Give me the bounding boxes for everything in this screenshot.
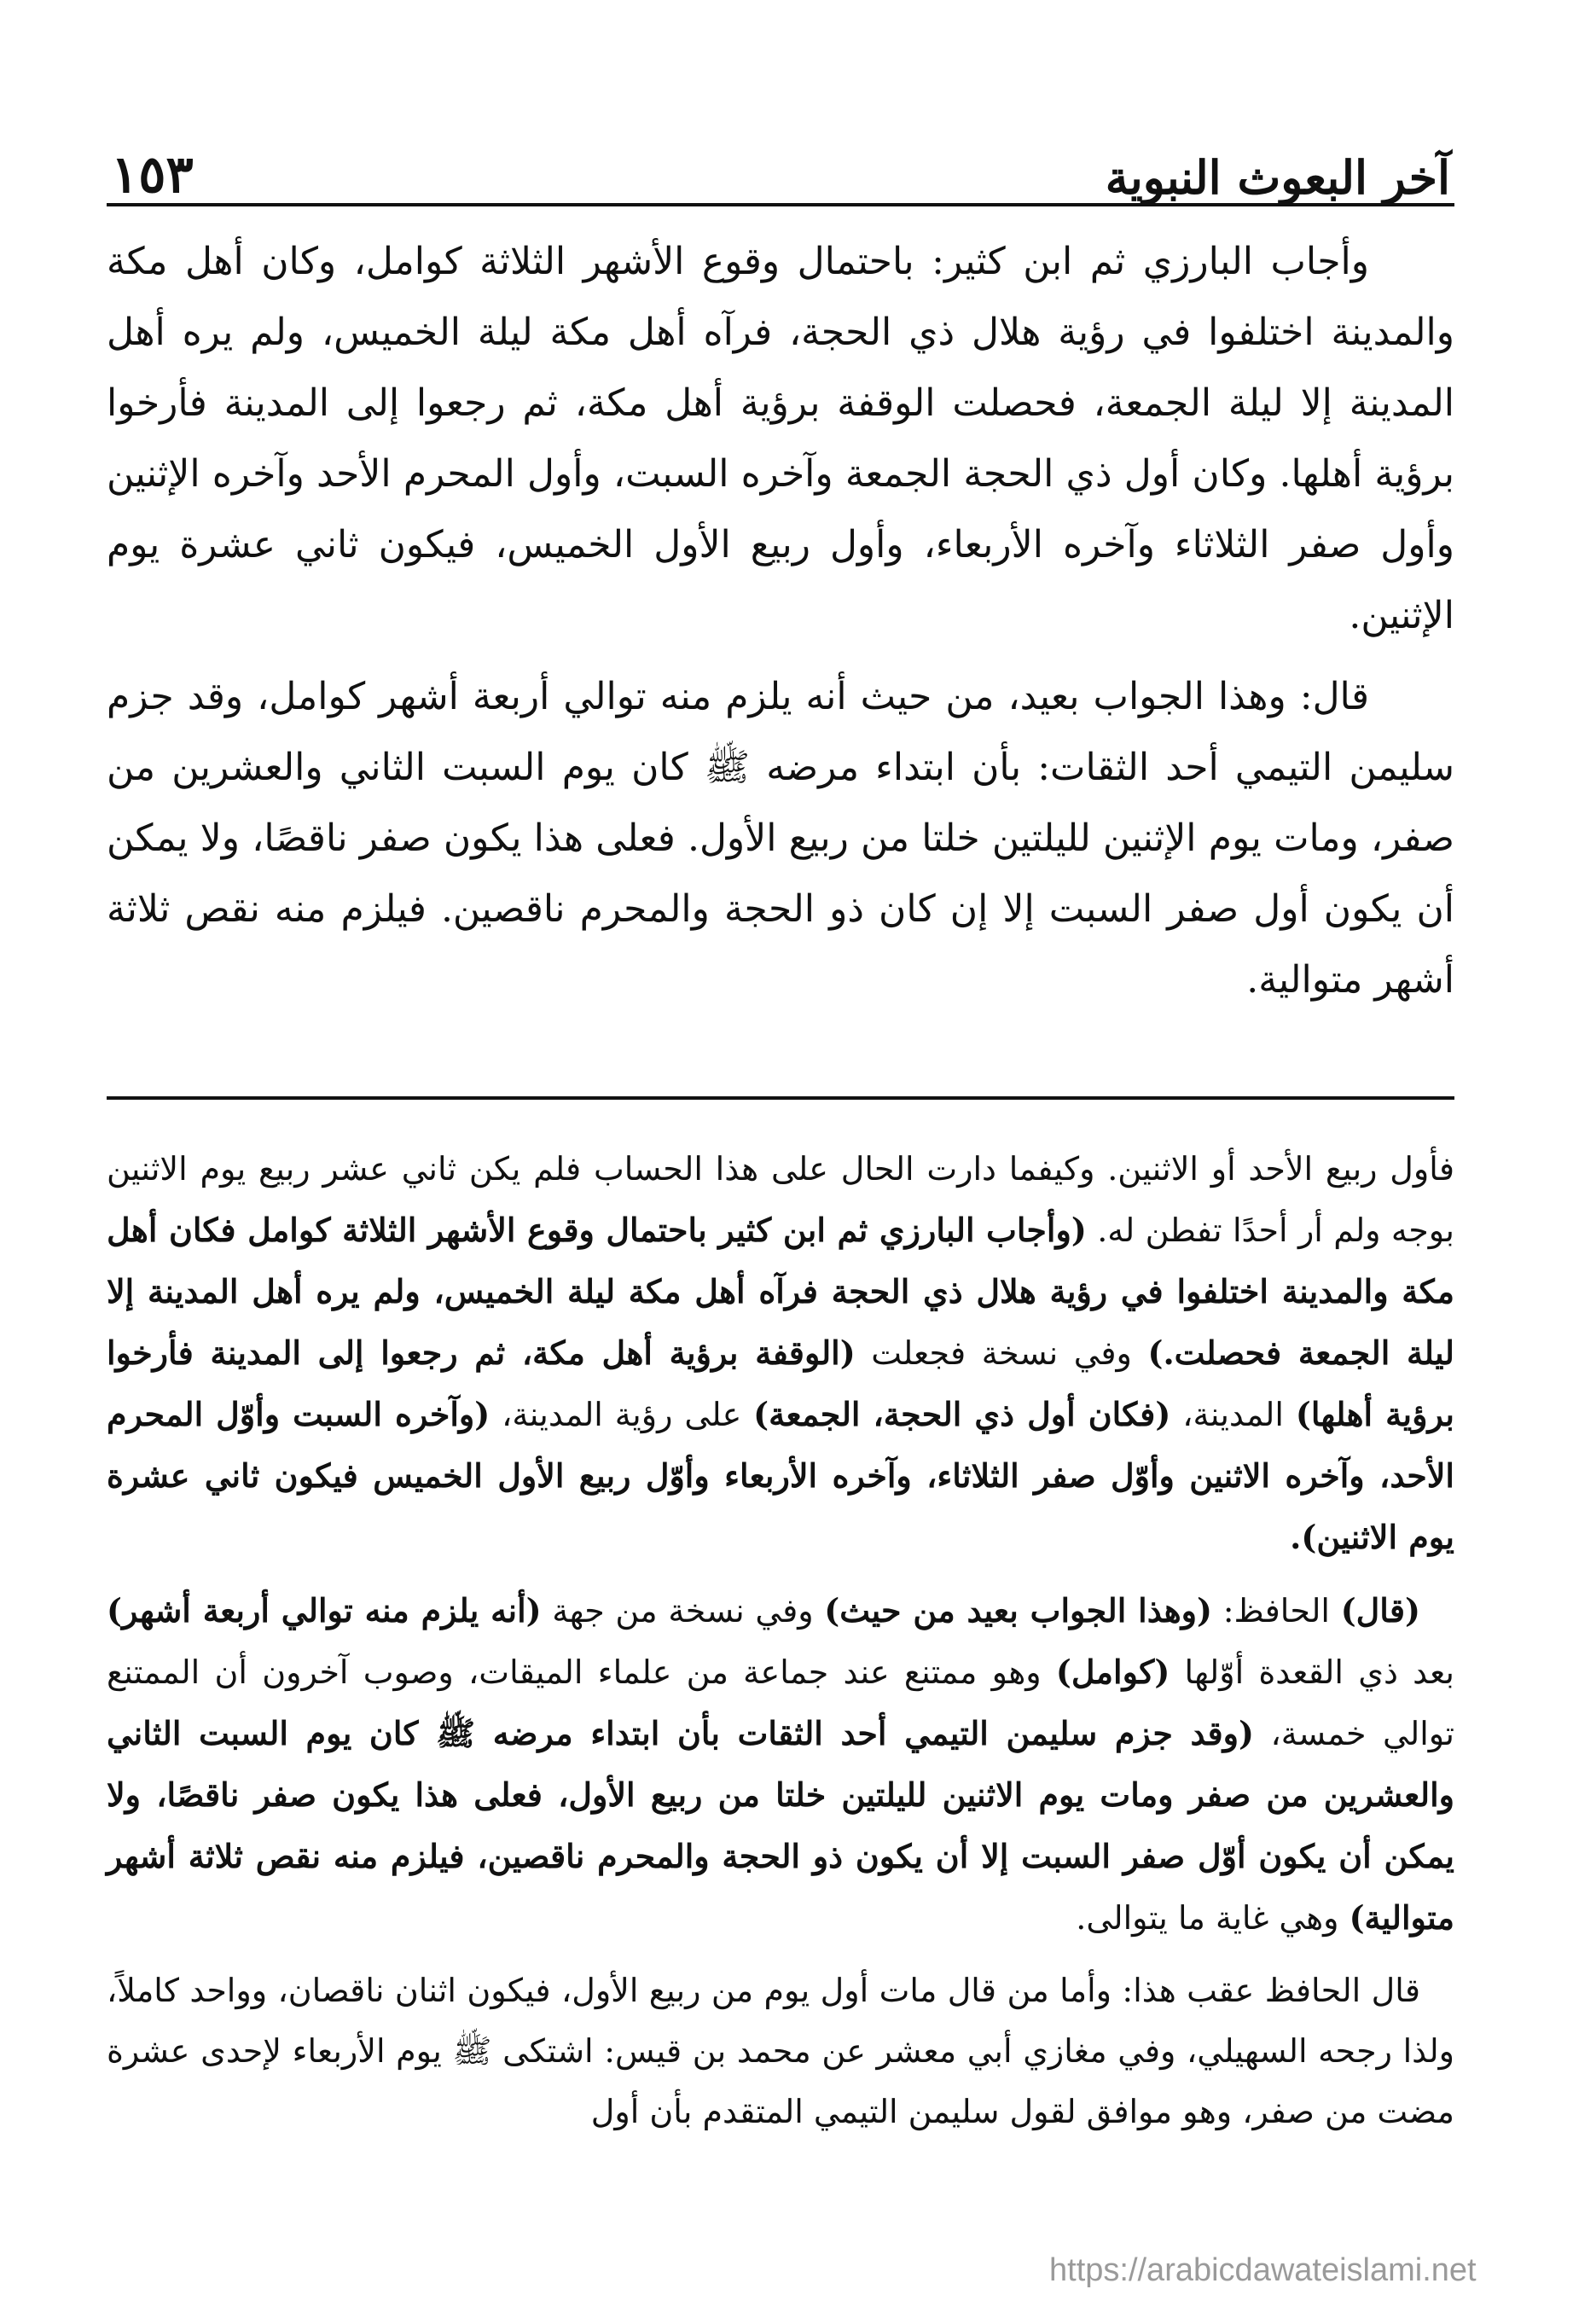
footnote-text: بعد ذي القعدة أوّلها bbox=[1170, 1653, 1454, 1691]
footnote-quote: (قال) bbox=[1340, 1591, 1420, 1630]
footnote-quote: (وقد جزم سليمن التيمي أحد الثقات بأن ابتداء مرضه ﷺ كان يوم السبت الثاني والعشرين من صفر ومات يوم الاثنين لليلتين خلتا من ربيع الأول، فعلى هذا يكون صفر ناقصًا، ولا يمكن أن يكون أوّل صفر السبت إلا أن يكون ذو الحجة والمحرم ناقصين، فيلزم منه نقص ثلاثة أشهر متوالية) bbox=[107, 1714, 1454, 1937]
footnote-text: وفي نسخة من جهة bbox=[541, 1592, 825, 1630]
footnote-text: فأول ربيع الأحد أو الاثنين. وكيفما دارت الحال على هذا الحساب فلم يكن ثاني عشر ربيع يوم الاثنين بوجه ولم أر أحدًا تفطن له. bbox=[107, 1150, 1454, 1249]
page-number: ١٥٣ bbox=[111, 145, 194, 205]
main-paragraph-1: وأجاب البارزي ثم ابن كثير: باحتمال وقوع الأشهر الثلاثة كوامل، وكان أهل مكة والمدينة اختلفوا في رؤية هلال ذي الحجة، فرآه أهل مكة ليلة الخميس، ولم يره أهل المدينة إلا ليلة الجمعة، فحصلت الوقفة برؤية أهل مكة، ثم رجعوا إلى المدينة فأرخوا برؤية أهلها. وكان أول ذي الحجة الجمعة وآخره السبت، وأول المحرم الأحد وآخره الإثنين وأول صفر الثلاثاء وآخره الأربعاء، وأول ربيع الأول الخميس، فيكون ثاني عشرة يوم الإثنين. bbox=[107, 240, 1454, 637]
footnote-quote: (وأجاب البارزي ثم ابن كثير باحتمال وقوع الأشهر الثلاثة كوامل فكان أهل مكة والمدينة اختلفوا في رؤية هلال ذي الحجة فرآه أهل مكة ليلة الخميس، ولم يره أهل المدينة إلا ليلة الجمعة فحصلت.) bbox=[107, 1211, 1455, 1372]
footnote-text: وهي غاية ما يتوالى. bbox=[1076, 1899, 1350, 1937]
footnote-quote: (فكان أول ذي الحجة، الجمعة) bbox=[753, 1395, 1171, 1433]
main-paragraph-2: قال: وهذا الجواب بعيد، من حيث أنه يلزم منه توالي أربعة أشهر كوامل، وقد جزم سليمن التيمي أحد الثقات: بأن ابتداء مرضه ﷺ كان يوم السبت الثاني والعشرين من صفر، ومات يوم الإثنين لليلتين خلتا من ربيع الأول. فعلى هذا يكون صفر ناقصًا، ولا يمكن أن يكون أول صفر السبت إلا إن كان ذو الحجة والمحرم ناقصين. فيلزم منه نقص ثلاثة أشهر متوالية. bbox=[107, 675, 1454, 1002]
footnote-separator bbox=[107, 1096, 1454, 1100]
watermark-url: https://arabicdawateislami.net bbox=[1049, 2252, 1477, 2288]
footnote-text: الحافظ: bbox=[1212, 1592, 1341, 1630]
footnotes bbox=[107, 1139, 1454, 2154]
footnote-text: على رؤية المدينة، bbox=[490, 1396, 754, 1433]
header-rule bbox=[107, 203, 1454, 206]
footnote-quote: (كوامل) bbox=[1055, 1653, 1170, 1691]
main-text bbox=[107, 226, 1454, 1025]
running-title: آخر البعوث النبوية bbox=[1105, 150, 1450, 205]
page-header bbox=[111, 107, 1450, 205]
footnote-text: المدينة، bbox=[1170, 1396, 1296, 1433]
footnote-text: وفي نسخة فجعلت bbox=[855, 1334, 1148, 1372]
footnote-text: وهو ممتنع عند جماعة من علماء الميقات، وصوب آخرون أن الممتنع توالي خمسة، bbox=[107, 1653, 1454, 1752]
footnote-quote: (أنه يلزم منه توالي أربعة أشهر) bbox=[107, 1591, 542, 1630]
footnote-text: قال الحافظ عقب هذا: وأما من قال مات أول يوم من ربيع الأول، فيكون اثنان ناقصان، وواحد كاملاً، ولذا رجحه السهيلي، وفي مغازي أبي معشر عن محمد بن قيس: اشتكى ﷺ يوم الأربعاء لإحدى عشرة مضت من صفر، وهو موافق لقول سليمن التيمي المتقدم بأن أول bbox=[107, 1972, 1454, 2130]
footnote-paragraph-1 bbox=[107, 1139, 1454, 1568]
footnote-paragraph-3 bbox=[107, 1961, 1454, 2142]
footnote-quote: (وهذا الجواب بعيد من حيث) bbox=[824, 1591, 1213, 1630]
footnote-quote: (وآخره السبت وأوّل المحرم الأحد، وآخره الاثنين وأوّل صفر الثلاثاء، وآخره الأربعاء وأوّل ربيع الأول الخميس فيكون ثاني عشرة يوم الاثنين). bbox=[107, 1395, 1454, 1556]
footnote-quote: (الوقفة برؤية أهل مكة، ثم رجعوا إلى المدينة فأرخوا برؤية أهلها) bbox=[107, 1333, 1455, 1433]
footnote-paragraph-2 bbox=[107, 1580, 1454, 1949]
